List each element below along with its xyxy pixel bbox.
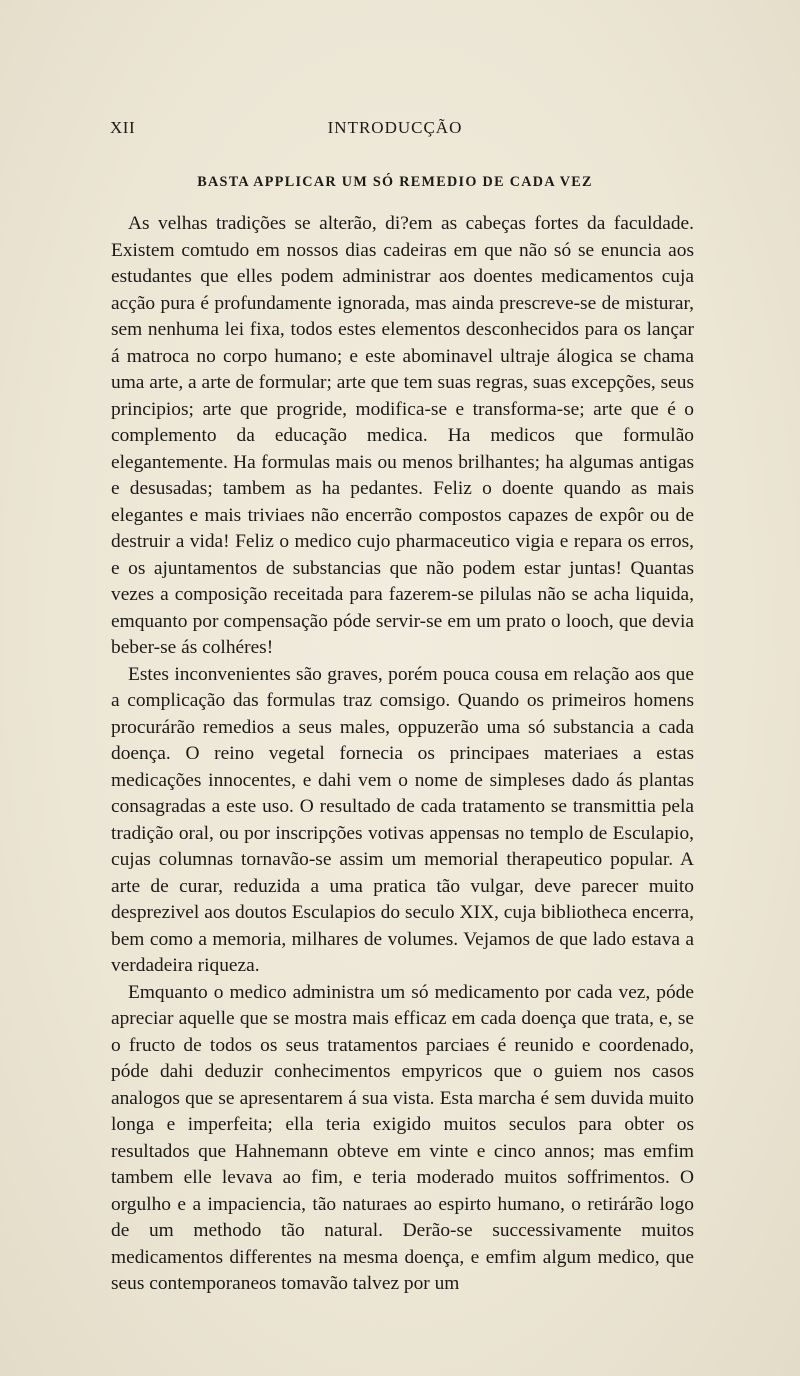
running-title: INTRODUCÇÃO: [327, 118, 463, 137]
paragraph-1: As velhas tradições se alterão, di?em as cabeças fortes da faculdade. Existem comtudo em nossos dias cadeiras em que não só se enuncia aos estudantes que elles podem administrar aos doentes medicamentos cuja acção pura é profundamente ignorada, mas ainda prescreve-se de misturar, sem nenhuma lei fixa, todos estes elementos desconhecidos para os lançar á matroca no corpo humano; e este abominavel ultraje álogica se chama uma arte, a arte de formular; arte que tem suas regras, suas excepções, seus principios; arte que progride, modifica-se e transforma-se; arte que é o complemento da educação medica. Ha medicos que formulão elegantemente. Ha formulas mais ou menos brilhantes; ha algumas antigas e desusadas; tambem as ha pedantes. Feliz o doente quando as mais elegantes e mais triviaes não encerrão compostos capazes de expôr ou de destruir a vida! Feliz o medico cujo pharmaceutico vigia e repara os erros, e os ajuntamentos de substancias que não podem estar juntas! Quantas vezes a composição receitada para fazerem-se pilulas não se acha liquida, emquanto por compensação póde servir-se em um prato o looch, que devia beber-se ás colhéres!: [111, 213, 694, 658]
section-heading: BASTA APPLICAR UM SÓ REMEDIO DE CADA VEZ: [197, 174, 593, 190]
paragraph-3: Emquanto o medico administra um só medicamento por cada vez, póde apreciar aquelle que se mostra mais efficaz em cada doença que trata, e, se o fructo de todos os seus tratamentos parciaes é reunido e coordenado, póde dahi deduzir conhecimentos empyricos que o guiem nos casos analogos que se apresentarem á sua vista. Esta marcha é sem duvida muito longa e imperfeita; ella teria exigido muitos seculos para obter os resultados que Hahnemann obteve em vinte e cinco annos; mas emfim tambem elle levava ao fim, e teria moderado muitos soffrimentos. O orgulho e a impaciencia, tão naturaes ao espirto humano, o retirárão logo de um methodo tão natural. Derão-se successivamente muitos medicamentos differentes na mesma doença, e emfim algum medico, que seus contemporaneos tomavão talvez por um: [111, 981, 694, 1294]
running-head: [80, 118, 710, 144]
body-text: [111, 211, 694, 1298]
paragraph-2: Estes inconvenientes são graves, porém pouca cousa em relação aos que a complicação das formulas traz comsigo. Quando os primeiros homens procurárão remedios a seus males, oppuzerão uma só substancia a cada doença. O reino vegetal fornecia os principaes materiaes a estas medicações innocentes, e dahi vem o nome de simpleses dado ás plantas consagradas a este uso. O resultado de cada tratamento se transmittia pela tradição oral, ou por inscripções votivas appensas no templo de Esculapio, cujas columnas tornavão-se assim um memorial therapeutico popular. A arte de curar, reduzida a uma pratica tão vulgar, deve parecer muito desprezivel aos doutos Esculapios do seculo XIX, cuja bibliotheca encerra, bem como a memoria, milhares de volumes. Vejamos de que lado estava a verdadeira riqueza.: [111, 663, 694, 976]
page-number: XII: [110, 118, 136, 137]
